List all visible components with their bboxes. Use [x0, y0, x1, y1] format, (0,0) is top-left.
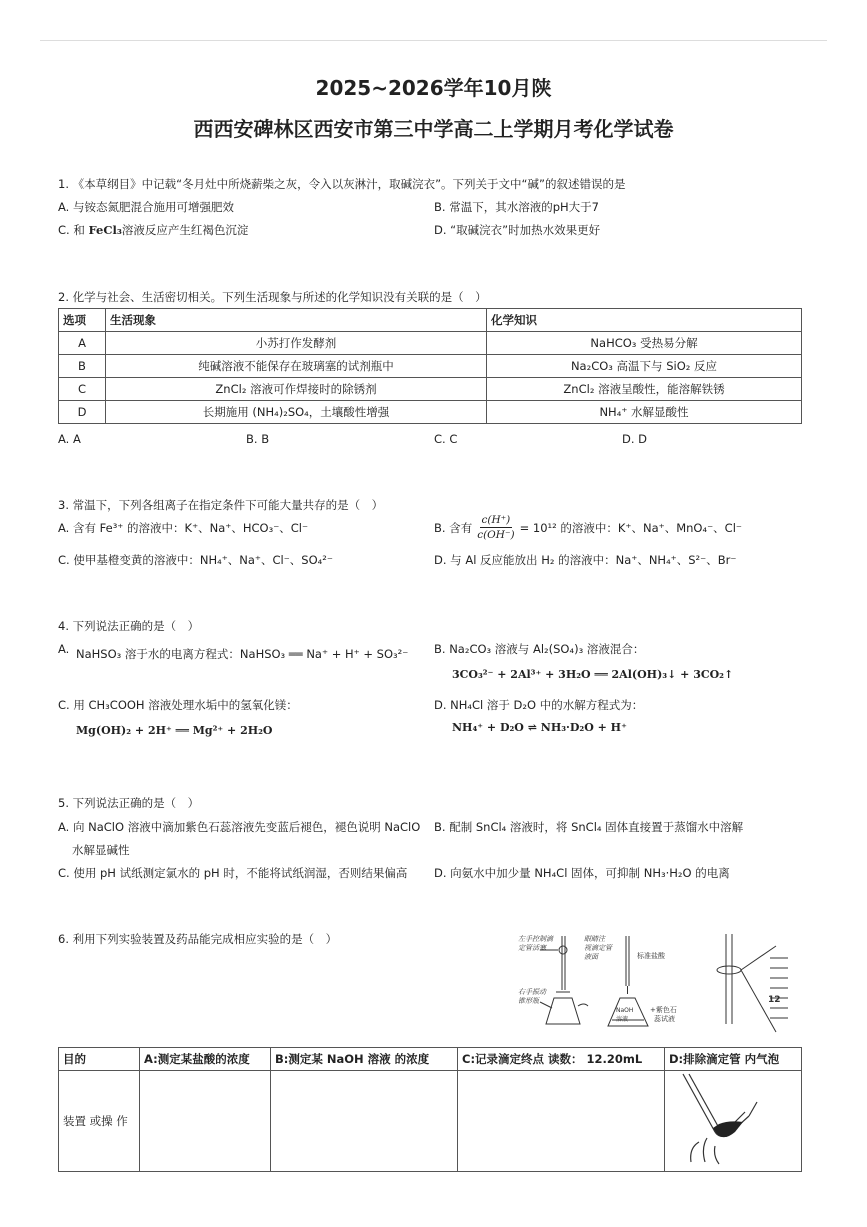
- q2-header-option: 选项: [59, 309, 106, 332]
- q2-row-d-option: D: [59, 401, 106, 424]
- q3-fraction-numerator: c(H⁺): [481, 514, 511, 526]
- q3-option-c[interactable]: C. 使甲基橙变黄的溶液中：NH₄⁺、Na⁺、Cl⁻、SO₄²⁻: [58, 553, 333, 567]
- q1-option-a[interactable]: A. 与铵态氮肥混合施用可增强肥效: [58, 200, 234, 214]
- q4-option-c-line1[interactable]: C. 用 CH₃COOH 溶液处理水垢中的氢氧化镁：: [58, 698, 298, 712]
- q2-row-a-life: 小苏打作发酵剂: [106, 332, 487, 355]
- fig-label-naoh2: 溶液: [616, 1016, 629, 1023]
- q3-stem: 3. 常温下，下列各组离子在指定条件下可能大量共存的是（ ）: [58, 498, 384, 512]
- q2-answer-b[interactable]: B. B: [246, 432, 270, 446]
- fig-label-ind1: +紫色石: [650, 1006, 677, 1014]
- fig-label-left1: 左手控制滴: [518, 935, 553, 943]
- q3-option-b-post: = 10¹² 的溶液中：K⁺、Na⁺、MnO₄⁻、Cl⁻: [519, 520, 742, 535]
- q5-option-d[interactable]: D. 向氨水中加少量 NH₄Cl 固体，可抑制 NH₃·H₂O 的电离: [434, 866, 730, 880]
- q1-option-c[interactable]: [58, 222, 248, 238]
- q1-option-c-formula: FeCl₃: [88, 223, 122, 237]
- q4-stem: 4. 下列说法正确的是（ ）: [58, 619, 200, 633]
- q6-cell-d: [665, 1071, 802, 1172]
- q2-row-c-chem: ZnCl₂ 溶液呈酸性，能溶解铁锈: [487, 378, 802, 401]
- q4-option-d-equation: NH₄⁺ + D₂O ⇌ NH₃·D₂O + H⁺: [452, 721, 627, 734]
- q3-option-d[interactable]: D. 与 Al 反应能放出 H₂ 的溶液中：Na⁺、NH₄⁺、S²⁻、Br⁻: [434, 553, 737, 567]
- figure-burette-reading: [717, 934, 788, 1032]
- q5-stem: 5. 下列说法正确的是（ ）: [58, 796, 200, 810]
- q6-cell-b: [271, 1071, 458, 1172]
- q4-option-d-line1[interactable]: D. NH₄Cl 溶于 D₂O 中的水解方程式为：: [434, 698, 644, 712]
- q3-option-b-pre: B. 含有: [434, 520, 473, 535]
- q1-option-c-pre: C. 和: [58, 223, 89, 237]
- fig-label-scale: 12: [768, 995, 781, 1005]
- q4-option-a-label: A.: [58, 642, 70, 656]
- q1-option-b[interactable]: B. 常温下，其水溶液的pH大于7: [434, 200, 599, 214]
- q2-answer-a[interactable]: A. A: [58, 432, 81, 446]
- q2-table: [58, 308, 802, 424]
- q6-stem: 6. 利用下列实验装置及药品能完成相应实验的是（ ）: [58, 932, 338, 946]
- q6-header-d: D:排除滴定管 内气泡: [665, 1048, 802, 1071]
- fig-label-left2: 定管活塞: [518, 944, 546, 952]
- q3-option-a[interactable]: A. 含有 Fe³⁺ 的溶液中：K⁺、Na⁺、HCO₃⁻、Cl⁻: [58, 521, 309, 535]
- q2-row-d-chem: NH₄⁺ 水解显酸性: [487, 401, 802, 424]
- q2-stem: 2. 化学与社会、生活密切相关。下列生活现象与所述的化学知识没有关联的是（ ）: [58, 290, 487, 304]
- q2-row-c-option: C: [59, 378, 106, 401]
- q4-option-b-equation: 3CO₃²⁻ + 2Al³⁺ + 3H₂O ══ 2Al(OH)₃↓ + 3CO₂↑: [452, 668, 734, 681]
- q1-stem: 1. 《本草纲目》中记载“冬月灶中所烧薪柴之灰，令入以灰淋汁，取碱浣衣”。下列关于文中“碱”的叙述错误的是: [58, 177, 626, 191]
- q6-header-a: A:测定某盐酸的浓度: [140, 1048, 271, 1071]
- fig-label-ind2: 蕊试液: [654, 1015, 675, 1023]
- q2-header-life: 生活现象: [106, 309, 487, 332]
- q2-row-b-life: 纯碱溶液不能保存在玻璃塞的试剂瓶中: [106, 355, 487, 378]
- q2-row-d-life: 长期施用 (NH₄)₂SO₄，土壤酸性增强: [106, 401, 487, 424]
- figure-titration-operation: [540, 936, 588, 1024]
- q5-option-c[interactable]: C. 使用 pH 试纸测定氯水的 pH 时，不能将试纸润湿，否则结果偏高: [58, 866, 408, 880]
- fig-label-right2: 视滴定管: [584, 944, 612, 952]
- q3-option-b[interactable]: [434, 513, 742, 542]
- q6-header-purpose: 目的: [59, 1048, 140, 1071]
- q1-option-c-post: 溶液反应产生红褐色沉淀: [121, 223, 249, 237]
- fig-label-hand1: 右手振动: [518, 988, 546, 996]
- q4-option-a[interactable]: NaHSO₃ 溶于水的电离方程式：NaHSO₃ ══ Na⁺ + H⁺ + SO₃²⁻: [76, 647, 409, 661]
- q2-row-b-option: B: [59, 355, 106, 378]
- q6-table: [58, 1047, 802, 1172]
- q1-option-d[interactable]: D. “取碱浣衣”时加热水效果更好: [434, 223, 601, 237]
- q2-row-c-life: ZnCl₂ 溶液可作焊接时的除锈剂: [106, 378, 487, 401]
- titration-apparatus-figure: [500, 928, 800, 1038]
- q6-cell-c: [458, 1071, 665, 1172]
- q3-fraction-denominator: c(OH⁻): [477, 529, 515, 541]
- q6-cell-a: [140, 1071, 271, 1172]
- q2-row-a-option: A: [59, 332, 106, 355]
- q6-header-b: B:测定某 NaOH 溶液 的浓度: [271, 1048, 458, 1071]
- q6-header-c: C:记录滴定终点 读数： 12.20mL: [458, 1048, 665, 1071]
- top-divider: [40, 40, 827, 41]
- fig-label-right3: 液面: [584, 953, 598, 961]
- q2-row-a-chem: NaHCO₃ 受热易分解: [487, 332, 802, 355]
- exam-title-line1: 2025~2026学年10月陕: [315, 76, 552, 100]
- q2-answer-d[interactable]: D. D: [622, 432, 648, 446]
- fig-label-std: 标准盐酸: [637, 952, 665, 960]
- exam-title-line2: 西西安碑林区西安市第三中学高二上学期月考化学试卷: [193, 117, 674, 141]
- burette-bubble-removal-figure: [669, 1072, 795, 1168]
- q6-row2-label: 装置 或操 作: [59, 1071, 140, 1172]
- fig-label-right1: 眼睛注: [584, 935, 605, 943]
- q4-option-c-equation: Mg(OH)₂ + 2H⁺ ══ Mg²⁺ + 2H₂O: [76, 724, 273, 737]
- q5-option-a-line2: 水解显碱性: [72, 843, 130, 857]
- q4-option-b-line1[interactable]: B. Na₂CO₃ 溶液与 Al₂(SO₄)₃ 溶液混合：: [434, 642, 645, 656]
- q3-fraction: [477, 513, 514, 542]
- fig-label-hand2: 锥形瓶: [518, 997, 539, 1005]
- q2-header-chem: 化学知识: [487, 309, 802, 332]
- fig-label-naoh1: NaOH: [616, 1007, 634, 1014]
- q2-row-b-chem: Na₂CO₃ 高温下与 SiO₂ 反应: [487, 355, 802, 378]
- q2-answer-c[interactable]: C. C: [434, 432, 458, 446]
- q5-option-b[interactable]: B. 配制 SnCl₄ 溶液时，将 SnCl₄ 固体直接置于蒸馏水中溶解: [434, 820, 744, 834]
- q5-option-a-line1[interactable]: A. 向 NaClO 溶液中滴加紫色石蕊溶液先变蓝后褪色，褪色说明 NaClO: [58, 820, 421, 834]
